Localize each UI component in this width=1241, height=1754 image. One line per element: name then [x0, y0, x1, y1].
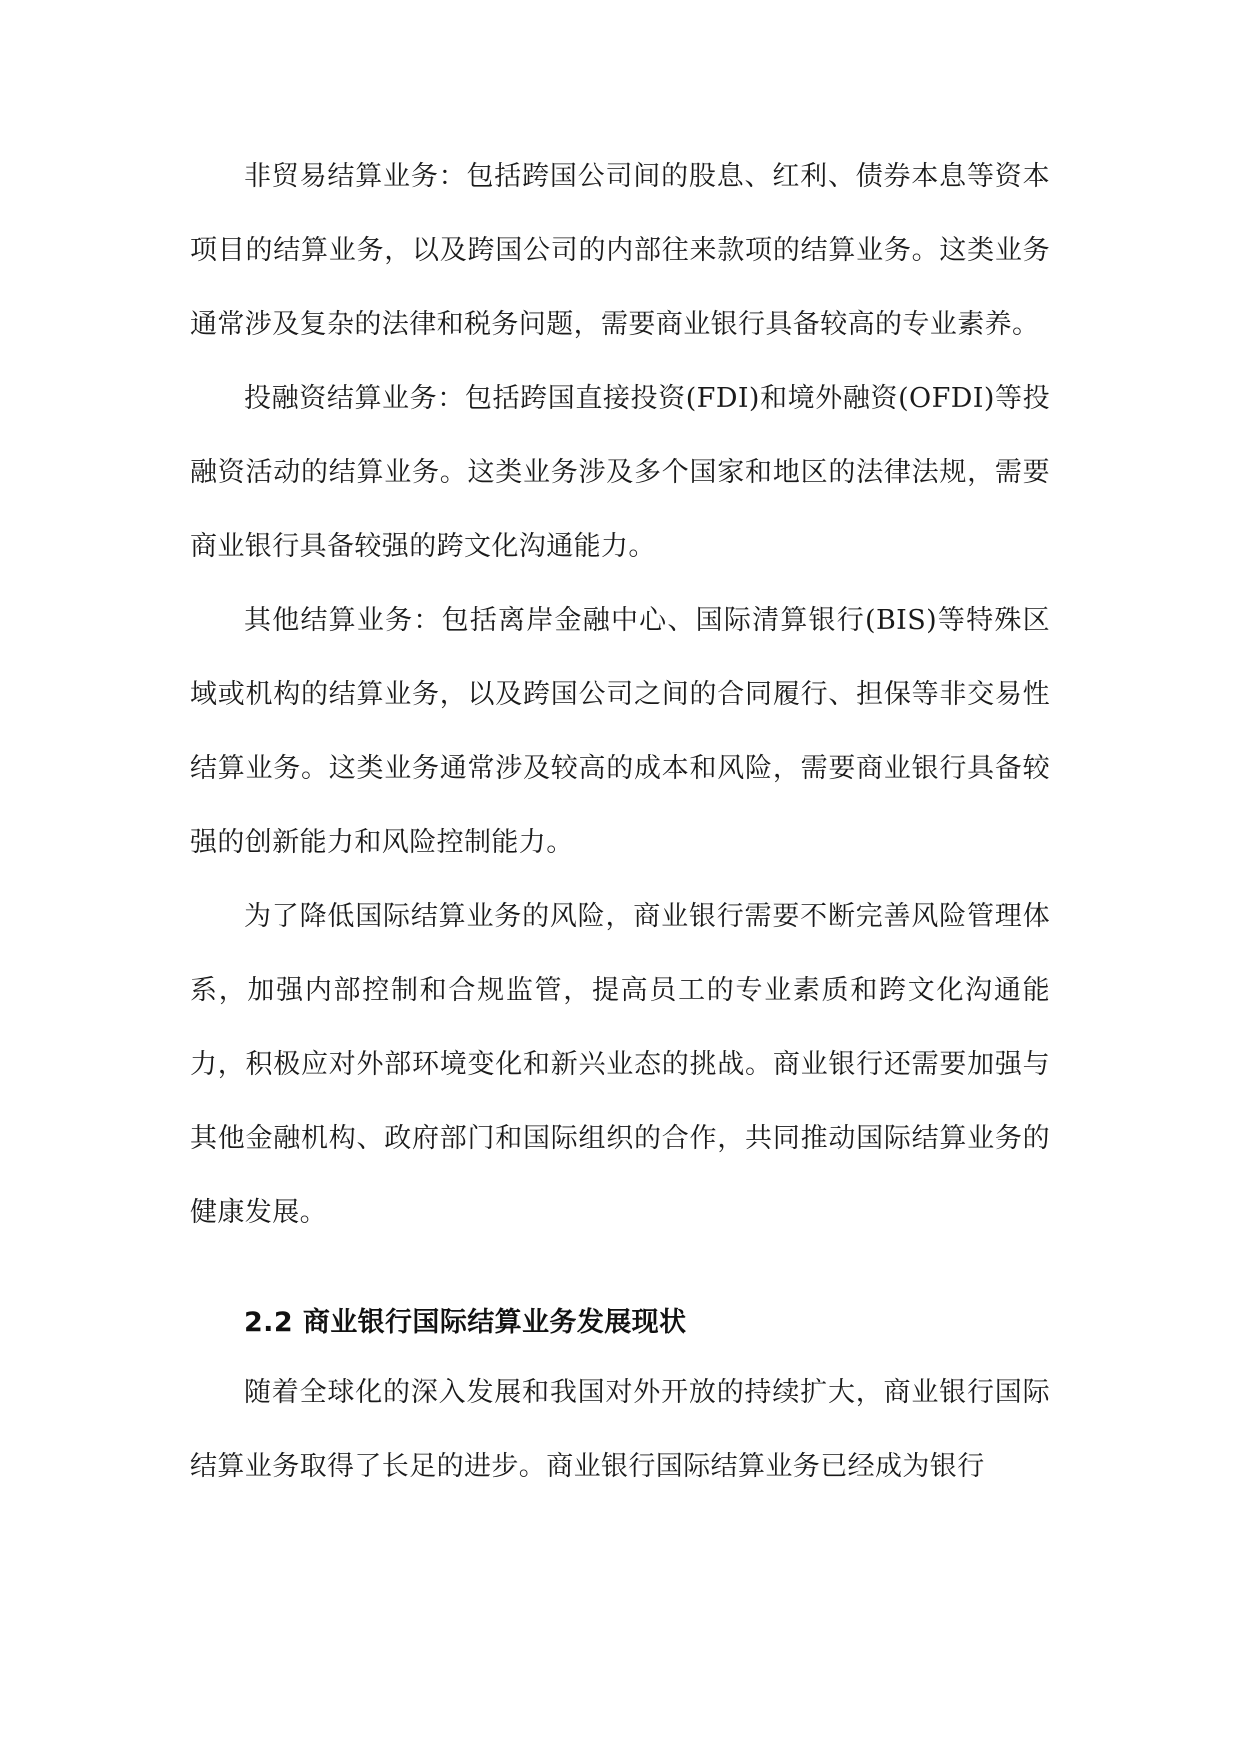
document-body: [190, 140, 1050, 1504]
paragraph-risk-management: 为了降低国际结算业务的风险，商业银行需要不断完善风险管理体系，加强内部控制和合规监管，提高员工的专业素质和跨文化沟通能力，积极应对外部环境变化和新兴业态的挑战。商业银行还需要加强与其他金融机构、政府部门和国际组织的合作，共同推动国际结算业务的健康发展。: [190, 901, 1050, 1228]
paragraph-development-status: 随着全球化的深入发展和我国对外开放的持续扩大，商业银行国际结算业务取得了长足的进步。商业银行国际结算业务已经成为银行: [190, 1377, 1050, 1482]
section-heading: 2.2 商业银行国际结算业务发展现状: [244, 1307, 687, 1338]
paragraph-investment-financing-settlement: 投融资结算业务：包括跨国直接投资(FDI)和境外融资(OFDI)等投融资活动的结算业务。这类业务涉及多个国家和地区的法律法规，需要商业银行具备较强的跨文化沟通能力。: [190, 383, 1050, 562]
paragraph-other-settlement: 其他结算业务：包括离岸金融中心、国际清算银行(BIS)等特殊区域或机构的结算业务，以及跨国公司之间的合同履行、担保等非交易性结算业务。这类业务通常涉及较高的成本和风险，需要商业银行具备较强的创新能力和风险控制能力。: [190, 605, 1050, 858]
paragraph-non-trade-settlement: 非贸易结算业务：包括跨国公司间的股息、红利、债券本息等资本项目的结算业务，以及跨国公司的内部往来款项的结算业务。这类业务通常涉及复杂的法律和税务问题，需要商业银行具备较高的专业素养。: [190, 161, 1050, 340]
